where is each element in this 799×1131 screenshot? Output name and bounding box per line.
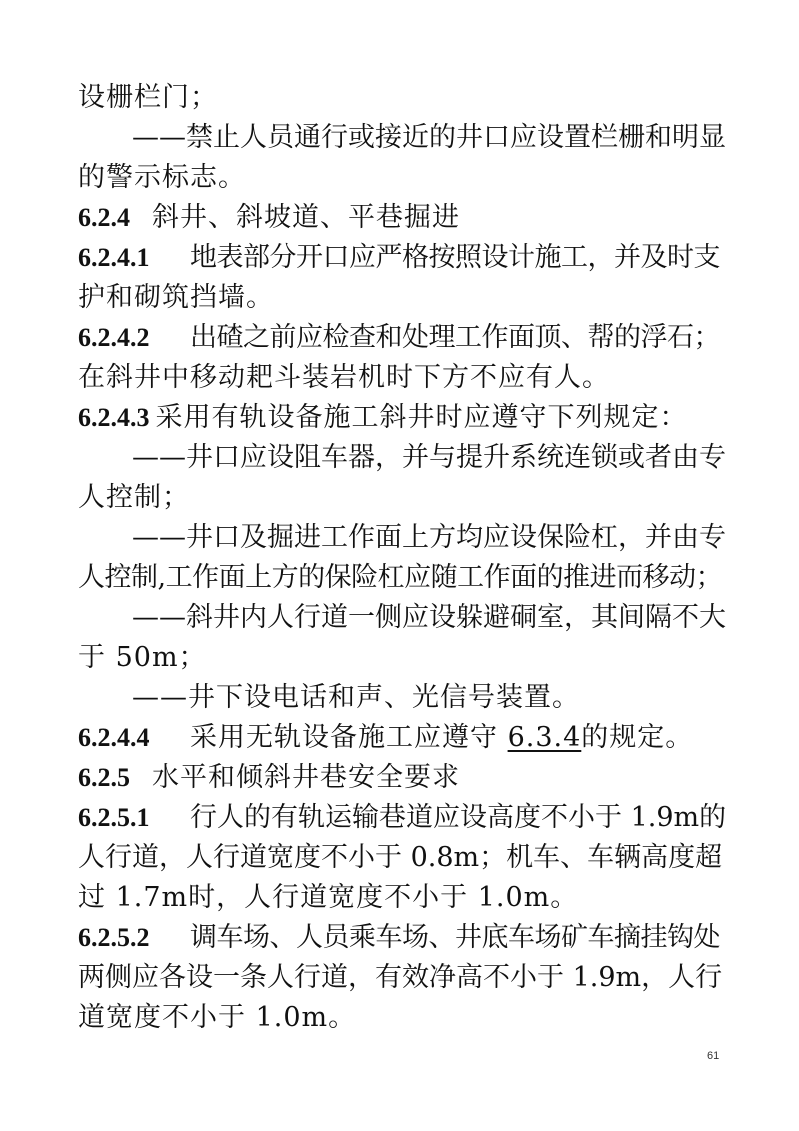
line-text: ——禁止人员通行或接近的井口应设置栏栅和明显 [132, 122, 726, 153]
text-line [78, 958, 728, 998]
line-text: 护和砌筑挡墙。 [78, 282, 274, 313]
section-title: 水平和倾斜井巷安全要求 [152, 762, 460, 793]
clause-number: 6.2.5.1 [78, 803, 150, 832]
clause-text: 采用无轨设备施工应遵守 [190, 722, 508, 753]
line-text: 在斜井中移动耙斗装岩机时下方不应有人。 [78, 362, 610, 393]
list-item [78, 118, 728, 158]
clause-text: 行人的有轨运输巷道应设高度不小于 1.9m的 [190, 802, 727, 833]
text-line [78, 78, 728, 118]
line-text: 过 1.7m时，人行道宽度不小于 1.0m。 [78, 882, 579, 913]
text-line [78, 998, 728, 1038]
clause-text: 采用有轨设备施工斜井时应遵守下列规定： [155, 402, 688, 433]
text-line [78, 358, 728, 398]
line-text: 于 50m； [78, 642, 207, 673]
clause-number: 6.2.4.2 [78, 323, 150, 352]
line-text: 的警示标志。 [78, 162, 246, 193]
line-text: 人控制； [78, 482, 190, 513]
page-number: 61 [707, 1050, 720, 1062]
clause-6-2-4-1 [78, 238, 728, 278]
cross-reference-link[interactable]: 6.3.4 [507, 722, 582, 753]
text-line [78, 158, 728, 198]
clause-6-2-4-4 [78, 718, 728, 758]
clause-text: 调车场、人员乘车场、井底车场矿车摘挂钩处 [190, 922, 720, 953]
line-text: ——井下设电话和声、光信号装置。 [132, 682, 580, 713]
clause-6-2-5-1 [78, 798, 728, 838]
section-number: 6.2.4 [78, 203, 130, 232]
line-text: 人行道，人行道宽度不小于 0.8m；机车、车辆高度超 [78, 842, 723, 873]
clause-6-2-4-2 [78, 318, 728, 358]
section-number: 6.2.5 [78, 763, 130, 792]
list-item [78, 518, 728, 558]
section-heading-6-2-5 [78, 758, 728, 798]
line-text: ——井口应设阻车器，并与提升系统连锁或者由专 [132, 442, 726, 473]
clause-number: 6.2.4.4 [78, 723, 150, 752]
clause-6-2-4-3 [78, 398, 728, 438]
clause-number: 6.2.5.2 [78, 923, 150, 952]
text-line [78, 478, 728, 518]
text-line [78, 838, 728, 878]
text-line [78, 878, 728, 918]
line-text: 两侧应各设一条人行道，有效净高不小于 1.9m，人行 [78, 962, 723, 993]
list-item [78, 598, 728, 638]
text-line [78, 558, 728, 598]
line-text: ——井口及掘进工作面上方均应设保险杠，并由专 [132, 522, 726, 553]
line-text: 设栅栏门； [78, 82, 218, 113]
section-title: 斜井、斜坡道、平巷掘进 [152, 202, 460, 233]
list-item [78, 678, 728, 718]
list-item [78, 438, 728, 478]
text-line [78, 638, 728, 678]
clause-text: 地表部分开口应严格按照设计施工，并及时支 [190, 242, 720, 273]
clause-number: 6.2.4.1 [78, 243, 150, 272]
document-body [78, 78, 728, 1038]
clause-text: 出碴之前应检查和处理工作面顶、帮的浮石； [190, 322, 720, 353]
line-text: 道宽度不小于 1.0m。 [78, 1002, 357, 1033]
text-line [78, 278, 728, 318]
clause-text: 的规定。 [581, 722, 694, 753]
clause-6-2-5-2 [78, 918, 728, 958]
section-heading-6-2-4 [78, 198, 728, 238]
line-text: 人控制,工作面上方的保险杠应随工作面的推进而移动； [78, 562, 723, 593]
clause-number: 6.2.4.3 [78, 403, 150, 432]
line-text: ——斜井内人行道一侧应设躲避硐室，其间隔不大 [132, 602, 726, 633]
